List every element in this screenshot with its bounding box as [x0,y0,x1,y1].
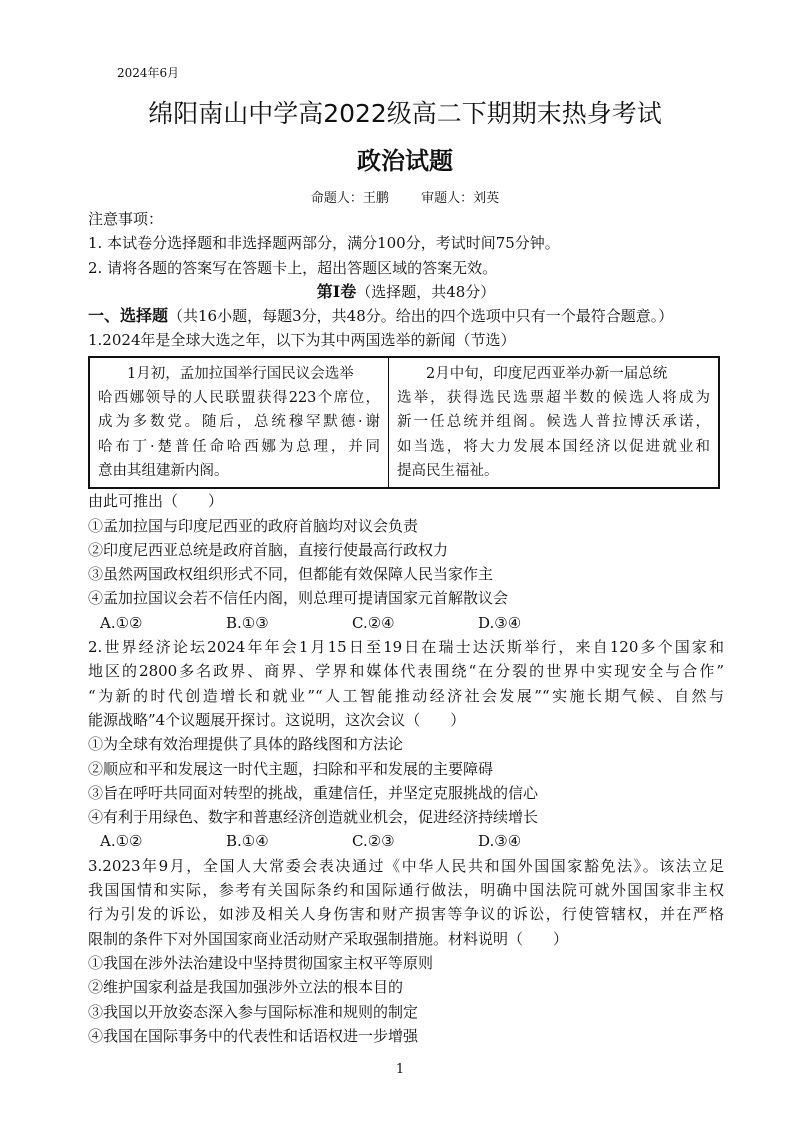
statement: ②维护国家利益是我国加强涉外立法的根本目的 [88,978,404,997]
page-number: 1 [395,1062,405,1077]
statement: ①我国在涉外法治建设中坚持贯彻国家主权平等原则 [88,953,434,972]
news-line: 如当选，将大力发展本国经济以促进就业和 [397,438,710,455]
notes-heading: 注意事项： [88,210,164,228]
option-a: A.①② [100,613,143,632]
authors-line [0,187,800,206]
statement: ①孟加拉国与印度尼西亚的政府首脑均对议会负责 [88,516,419,535]
answer-options [88,829,724,853]
news-line: 意由其组建新内阁。 [98,462,229,479]
reviewer: 审题人：刘英 [421,191,500,206]
author: 命题人：王鹏 [310,191,389,206]
document-body [88,207,724,1048]
news-line: 2月中旬，印度尼西亚举办新一届总统 [426,365,668,382]
question-stem: 2.世界经济论坛2024年年会1月15日至19日在瑞士达沃斯举行，来自120多个国家和 [88,638,724,657]
question-stem: “为新的时代创造增长和就业”“人工智能推动经济社会发展”“实施长期气候、自然与 [88,686,724,705]
statement: ②印度尼西亚总统是政府首脑，直接行使最高行政权力 [88,540,449,559]
news-table [88,356,720,489]
question-stem: 1.2024年是全球大选之年，以下为其中两国选举的新闻（节选） [88,331,516,350]
statement: ④有利于用绿色、数字和普惠经济创造就业机会，促进经济持续增长 [88,808,539,827]
option-d: D.③④ [478,832,522,851]
question-stem: 3.2023年9月，全国人大常委会表决通过《中华人民共和国外国国家豁免法》。该法立足 [88,856,724,875]
note-item: 2. 请将各题的答案写在答题卡上，超出答题区域的答案无效。 [88,258,498,277]
news-indonesia [389,357,720,488]
exam-title: 绵阳南山中学高2022级高二下期期末热身考试 [148,99,662,128]
news-bangladesh [89,357,389,488]
question-stem: 行为引发的诉讼，如涉及相关人身伤害和财产损害等争议的诉讼，行使管辖权，并在严格 [88,905,724,924]
option-a: A.①② [100,832,143,851]
news-line: 提高民生福祉。 [397,462,499,479]
part1-title: 第Ⅰ卷 [316,281,357,301]
news-line: 哈西娜领导的人民联盟获得223个席位， [98,390,380,407]
part1-note: （选择题，共48分） [356,282,496,301]
option-c: C.②③ [352,832,395,851]
news-line: 新一任总统并组阁。候选人普拉博沃承诺， [397,414,710,431]
exam-date: 2024年6月 [117,66,180,80]
option-d: D.③④ [478,613,522,632]
option-b: B.①③ [226,613,269,632]
news-line: 哈布丁·楚普任命哈西娜为总理，并同 [98,438,380,455]
exam-subject: 政治试题 [357,147,453,175]
question-stem: 能源战略”4个议题展开探讨。这说明，这次会议（ ） [88,710,466,729]
statement: ③旨在呼吁共同面对转型的挑战，重建信任，并坚定克服挑战的信心 [88,783,539,802]
option-c: C.②④ [352,613,395,632]
statement: ③我国以开放姿态深入参与国际标准和规则的制定 [88,1002,419,1021]
answer-options [88,611,724,635]
question-3 [88,854,724,1048]
news-line: 成为多数党。随后，总统穆罕默德·谢 [98,414,380,431]
question-2 [88,635,724,854]
question-1 [88,328,724,635]
section-note: （共16小题，每题3分，共48分。给出的四个选项中只有一个最符合题意。） [168,307,674,326]
question-stem: 我国国情和实际，参考有关国际条约和国际通行做法，明确中国法院可就外国国家非主权 [88,881,724,900]
statement: ③虽然两国政权组织形式不同，但都能有效保障人民当家作主 [88,565,494,584]
news-line: 选举，获得选民选票超半数的候选人将成为 [397,390,710,407]
question-prompt: 由此可推出（ ） [88,492,224,511]
option-b: B.①④ [226,832,269,851]
part1-heading [88,280,724,304]
news-line: 1月初，孟加拉国举行国民议会选举 [127,365,354,382]
note-item: 1. 本试卷分选择题和非选择题两部分，满分100分，考试时间75分钟。 [88,234,560,253]
statement: ④我国在国际事务中的代表性和话语权进一步增强 [88,1026,419,1045]
statement: ②顺应和平和发展这一时代主题，扫除和平和发展的主要障碍 [88,759,494,778]
statement: ④孟加拉国议会若不信任内阁，则总理可提请国家元首解散议会 [88,589,509,608]
section-heading [88,304,724,328]
question-stem: 地区的2800多名政界、商界、学界和媒体代表围绕“在分裂的世界中实现安全与合作” [88,662,724,681]
statement: ①为全球有效治理提供了具体的路线图和方法论 [88,735,404,754]
question-stem: 限制的条件下对外国国家商业活动财产采取强制措施。材料说明（ ） [88,929,569,948]
section-title: 一、选择题 [88,306,169,326]
